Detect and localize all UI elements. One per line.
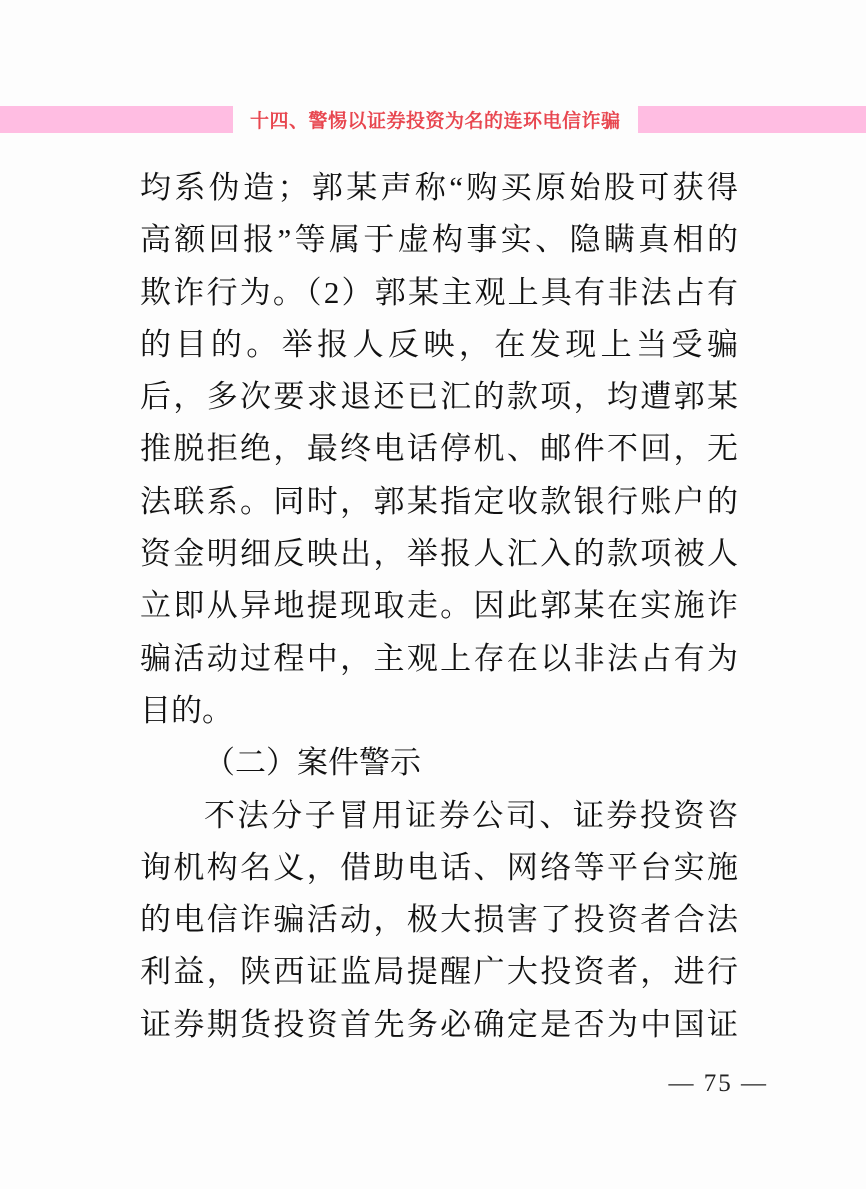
body-line: 资金明细反映出，举报人汇入的款项被人 [140,536,738,572]
chapter-title: 十四、警惕以证券投资为名的连环电信诈骗 [250,111,621,132]
header-pink-bar-left [0,106,233,133]
body-line: 证券期货投资首先务必确定是否为中国证 [140,1006,738,1042]
body-line: 目的。 [140,692,233,728]
body-line: 立即从异地提现取走。因此郭某在实施诈 [140,588,738,624]
running-head [0,106,866,133]
header-pink-bar-right [638,106,866,133]
body-line: 的目的。举报人反映，在发现上当受骗 [140,326,738,362]
body-line: 法联系。同时，郭某指定收款银行账户的 [140,483,738,519]
body-line: 不法分子冒用证券公司、证券投资咨 [204,797,738,833]
body-line: 骗活动过程中，主观上存在以非法占有为 [140,640,738,676]
body-line: 后，多次要求退还已汇的款项，均遭郭某 [140,379,738,415]
body-line: 均系伪造；郭某声称“购买原始股可获得 [140,170,738,205]
section-heading: （二）案件警示 [204,745,421,781]
body-text-block [140,162,738,1051]
body-line: 的电信诈骗活动，极大损害了投资者合法 [140,902,738,938]
body-line: 询机构名义，借助电话、网络等平台实施 [140,849,738,885]
body-line: 欺诈行为。（2）郭某主观上具有非法占有 [140,274,738,310]
body-line: 高额回报”等属于虚构事实、隐瞒真相的 [140,222,738,258]
body-line: 利益，陕西证监局提醒广大投资者，进行 [140,954,738,990]
body-line: 推脱拒绝，最终电话停机、邮件不回，无 [140,431,738,467]
page-number: — 75 — [668,1070,768,1097]
